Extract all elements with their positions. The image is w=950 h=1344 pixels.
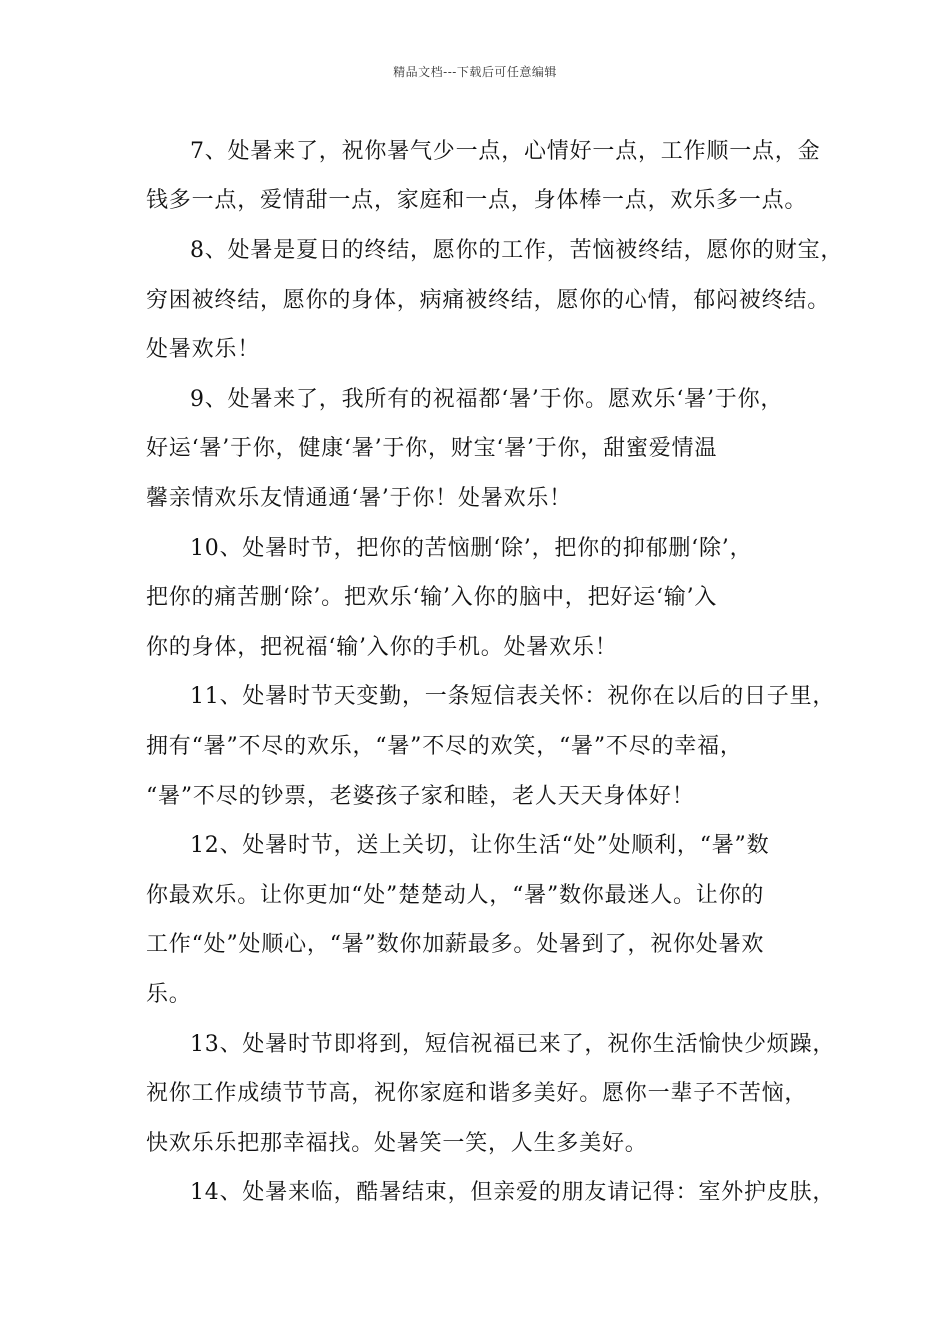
text-line: 14、处暑来临，酷暑结束，但亲爱的朋友请记得：室外护皮肤， (190, 1180, 836, 1205)
text-line: 工作“处”处顺心，“暑”数你加薪最多。处暑到了，祝你处暑欢 (146, 932, 765, 957)
text-line: 处暑欢乐！ (146, 337, 261, 362)
text-line: 好运‘暑’于你，健康‘暑’于你，财宝‘暑’于你，甜蜜爱情温 (146, 436, 718, 461)
text-line: 8、处暑是夏日的终结，愿你的工作，苦恼被终结，愿你的财宝， (190, 238, 844, 263)
text-line: 10、处暑时节，把你的苦恼删‘除’，把你的抑郁删‘除’， (190, 536, 753, 561)
text-line: 12、处暑时节，送上关切，让你生活“处”处顺利，“暑”数 (190, 833, 770, 858)
text-line: 7、处暑来了，祝你暑气少一点，心情好一点，工作顺一点，金 (190, 139, 821, 164)
text-line: 祝你工作成绩节节高，祝你家庭和谐多美好。愿你一辈子不苦恼， (146, 1081, 808, 1106)
text-line: 你的身体，把祝福‘输’入你的手机。处暑欢乐！ (146, 635, 618, 660)
text-line: 拥有“暑”不尽的欢乐，“暑”不尽的欢笑，“暑”不尽的幸福， (146, 734, 743, 759)
text-line: 馨亲情欢乐友情通通‘暑’于你！处暑欢乐！ (146, 486, 572, 511)
text-line: 钱多一点，爱情甜一点，家庭和一点，身体棒一点，欢乐多一点。 (146, 188, 808, 213)
text-line: 9、处暑来了，我所有的祝福都‘暑’于你。愿欢乐‘暑’于你， (190, 387, 784, 412)
text-line: 穷困被终结，愿你的身体，病痛被终结，愿你的心情，郁闷被终结。 (146, 288, 831, 313)
text-line: 乐。 (146, 982, 192, 1007)
text-line: 你最欢乐。让你更加“处”楚楚动人，“暑”数你最迷人。让你的 (146, 883, 765, 908)
page-header: 精品文档---下载后可任意编辑 (393, 65, 557, 79)
text-line: “暑”不尽的钞票，老婆孩子家和睦，老人天天身体好！ (146, 784, 695, 809)
text-line: 快欢乐乐把那幸福找。处暑笑一笑，人生多美好。 (146, 1131, 648, 1156)
text-line: 把你的痛苦删‘除’。把欢乐‘输’入你的脑中，把好运‘输’入 (146, 585, 718, 610)
text-line: 13、处暑时节即将到，短信祝福已来了，祝你生活愉快少烦躁， (190, 1032, 836, 1057)
text-line: 11、处暑时节天变勤，一条短信表关怀：祝你在以后的日子里， (190, 684, 836, 709)
